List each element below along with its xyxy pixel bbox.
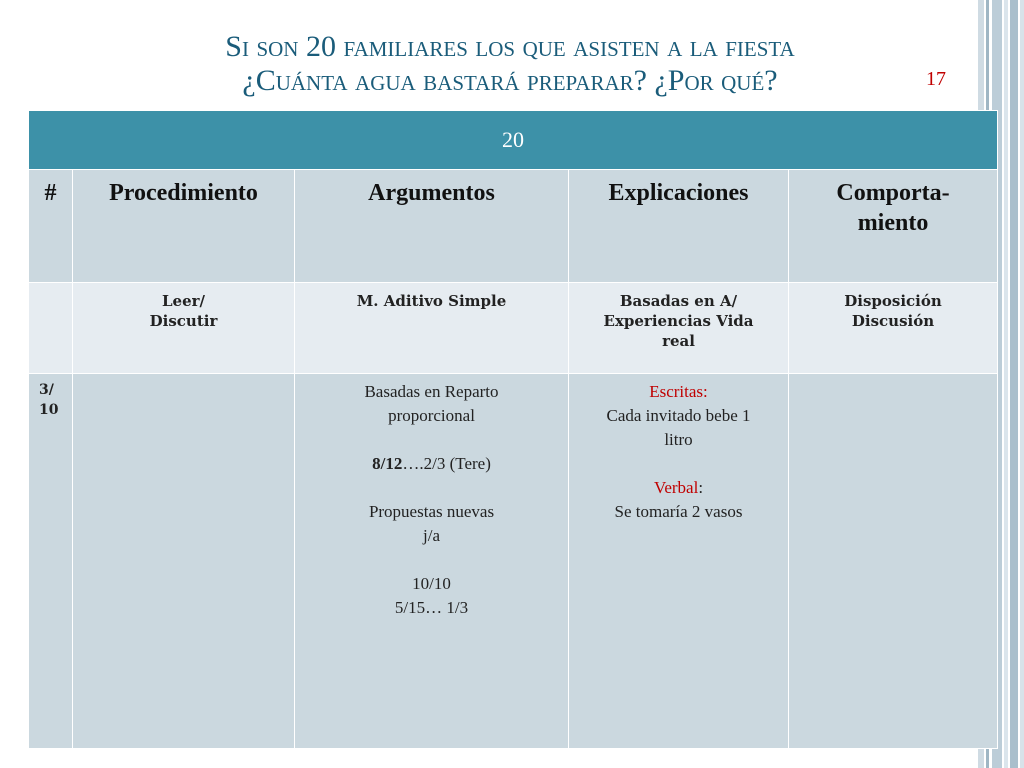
sub-text: Disposición <box>844 292 942 310</box>
arg-text: Propuestas nuevas <box>368 502 495 521</box>
body-cell-procedimiento <box>73 374 295 749</box>
expl-text: litro <box>664 430 693 449</box>
arg-text: Basadas en Reparto <box>364 382 499 401</box>
sub-text: Discusión <box>851 312 935 330</box>
escritas-label: Escritas: <box>649 382 708 401</box>
sub-cell-explicaciones <box>569 283 789 374</box>
sub-text: Discutir <box>149 312 218 330</box>
slide-title <box>80 30 940 98</box>
arg-text: 5/15… 1/3 <box>394 598 469 617</box>
sub-text: Leer/ <box>161 292 205 310</box>
col-header-comportamiento <box>789 170 998 283</box>
col-header-comportamiento-line2: miento <box>857 210 929 236</box>
num-text: 3/ <box>39 382 54 398</box>
sub-cell-comportamiento <box>789 283 998 374</box>
page-number: 17 <box>926 68 946 90</box>
col-header-explicaciones: Explicaciones <box>569 170 789 283</box>
title-line-2: ¿Cuánta agua bastará preparar? ¿Por qué? <box>242 64 778 97</box>
sub-text: Experiencias Vida <box>603 312 754 330</box>
col-header-procedimiento: Procedimiento <box>73 170 295 283</box>
arg-text: 10/10 <box>412 574 451 593</box>
body-cell-argumentos <box>295 374 569 749</box>
arg-text: proporcional <box>388 406 475 425</box>
body-cell-explicaciones <box>569 374 789 749</box>
col-header-argumentos: Argumentos <box>295 170 569 283</box>
num-text: 10 <box>39 402 59 418</box>
sub-text: Basadas en A/ <box>619 292 738 310</box>
arg-text: ….2/3 (Tere) <box>402 454 491 473</box>
body-cell-num <box>29 374 73 749</box>
sub-cell-procedimiento <box>73 283 295 374</box>
col-header-comportamiento-line1: Comporta- <box>836 180 950 206</box>
sub-cell-hash <box>29 283 73 374</box>
data-table <box>28 110 998 749</box>
group-header: 20 <box>29 111 998 170</box>
sub-cell-argumentos: M. Aditivo Simple <box>295 283 569 374</box>
verbal-label: Verbal <box>653 478 699 497</box>
sub-text: real <box>662 332 695 350</box>
body-cell-comportamiento <box>789 374 998 749</box>
expl-text: Se tomaría 2 vasos <box>614 502 743 521</box>
expl-text: : <box>698 478 704 497</box>
expl-text: Cada invitado bebe 1 <box>606 406 751 425</box>
title-line-1: Si son 20 familiares los que asisten a la fiesta <box>225 30 795 63</box>
arg-fraction-bold: 8/12 <box>372 454 403 473</box>
arg-text: j/a <box>423 526 440 545</box>
col-header-hash: # <box>29 170 73 283</box>
